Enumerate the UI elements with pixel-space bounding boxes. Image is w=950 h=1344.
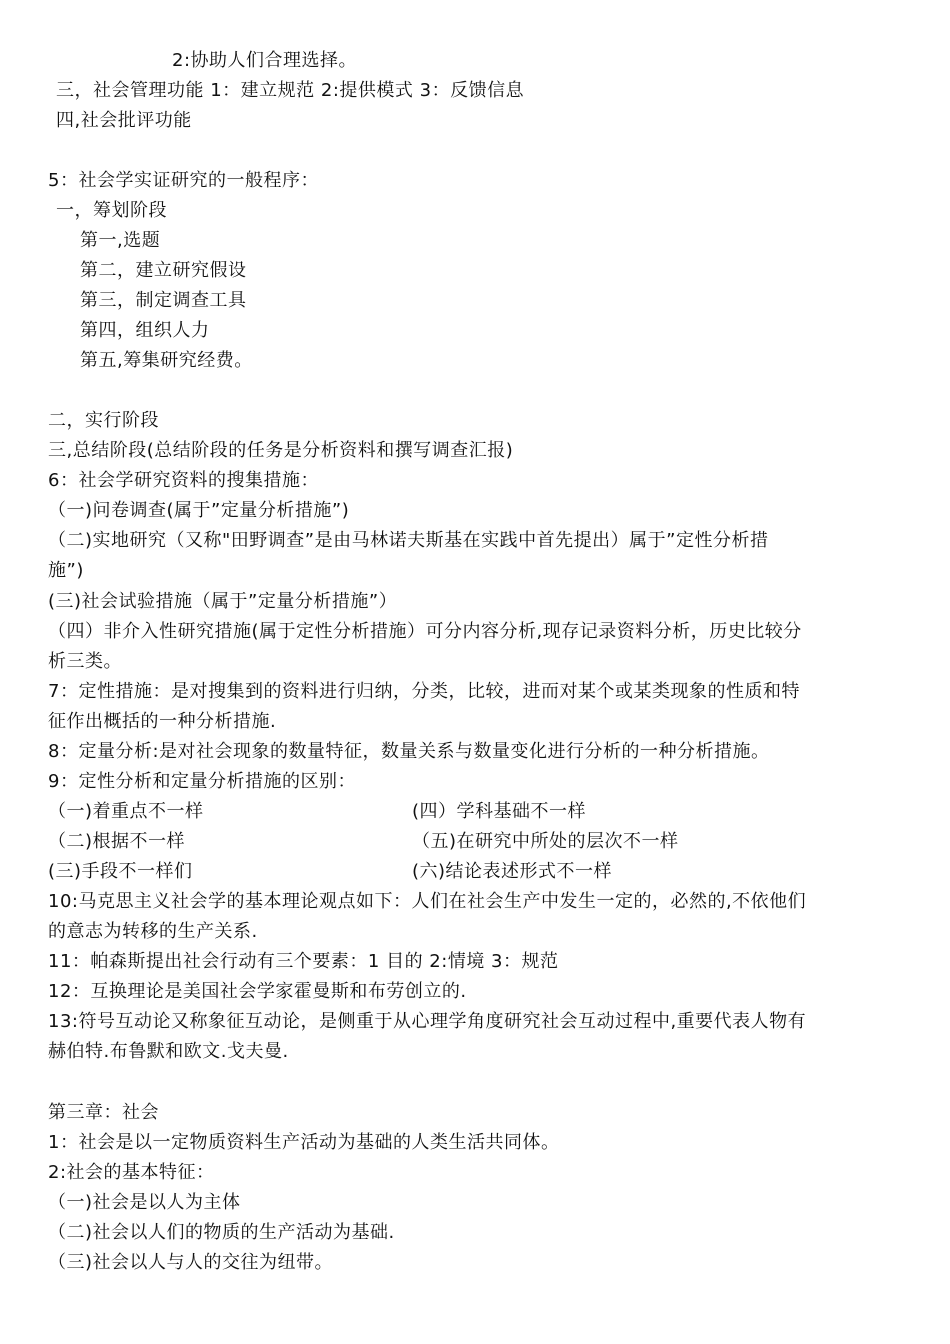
- list-item: （一)社会是以人为主体: [48, 1192, 241, 1213]
- list-item: (六)结论表述形式不一样: [412, 861, 613, 882]
- list-item: (四）学科基础不一样: [412, 801, 587, 822]
- section-heading: 11：帕森斯提出社会行动有三个要素：1 目的 2:情境 3：规范: [48, 951, 559, 972]
- section-heading: 12：互换理论是美国社会学家霍曼斯和布劳创立的.: [48, 981, 467, 1002]
- section-heading: 10:马克思主义社会学的基本理论观点如下：人们在社会生产中发生一定的，必然的,不依他们: [48, 891, 807, 912]
- list-item: （二)根据不一样: [48, 831, 186, 852]
- list-item: （三)社会以人与人的交往为纽带。: [48, 1252, 334, 1273]
- text-line: 第一,选题: [80, 230, 161, 251]
- list-item: (三)手段不一样们: [48, 861, 193, 882]
- text-line: 2:协助人们合理选择。: [172, 50, 358, 71]
- text-line: 二，实行阶段: [48, 410, 159, 431]
- text-line: 施”): [48, 560, 84, 581]
- section-heading: 13:符号互动论又称象征互动论，是侧重于从心理学角度研究社会互动过程中,重要代表人物有: [48, 1011, 807, 1032]
- text-line: 的意志为转移的生产关系.: [48, 921, 258, 942]
- text-line: （一)问卷调查(属于”定量分析措施”): [48, 500, 350, 521]
- text-line: 一，筹划阶段: [56, 200, 167, 221]
- text-line: 三,总结阶段(总结阶段的任务是分析资料和撰写调查汇报): [48, 440, 514, 461]
- text-line: 第五,筹集研究经费。: [80, 350, 253, 371]
- text-line: 第三，制定调查工具: [80, 290, 247, 311]
- chapter-title: 第三章：社会: [48, 1102, 159, 1123]
- text-line: 第二，建立研究假设: [80, 260, 247, 281]
- list-item: （二)社会以人们的物质的生产活动为基础.: [48, 1222, 395, 1243]
- list-item: （一)着重点不一样: [48, 801, 204, 822]
- section-heading: 8：定量分析:是对社会现象的数量特征，数量关系与数量变化进行分析的一种分析措施。: [48, 741, 770, 762]
- section-heading: 9：定性分析和定量分析措施的区别：: [48, 771, 356, 792]
- text-line: (三)社会试验措施（属于”定量分析措施”）: [48, 591, 398, 612]
- text-line: （四）非介入性研究措施(属于定性分析措施）可分内容分析,现存记录资料分析，历史比较分: [48, 621, 802, 642]
- section-heading: 5：社会学实证研究的一般程序：: [48, 170, 319, 191]
- text-line: 第四，组织人力: [80, 320, 210, 341]
- text-line: 2:社会的基本特征：: [48, 1162, 215, 1183]
- text-line: 赫伯特.布鲁默和欧文.戈夫曼.: [48, 1041, 289, 1062]
- text-line: 四,社会批评功能: [56, 110, 192, 131]
- section-heading: 6：社会学研究资料的搜集措施：: [48, 470, 319, 491]
- text-line: 三，社会管理功能 1：建立规范 2:提供模式 3：反馈信息: [56, 80, 525, 101]
- list-item: （五)在研究中所处的层次不一样: [412, 831, 679, 852]
- text-line: 1：社会是以一定物质资料生产活动为基础的人类生活共同体。: [48, 1132, 560, 1153]
- text-line: （二)实地研究（又称"田野调查”是由马林诺夫斯基在实践中首先提出）属于”定性分析措: [48, 530, 769, 551]
- section-heading: 7：定性措施：是对搜集到的资料进行归纳，分类，比较，进而对某个或某类现象的性质和特: [48, 681, 800, 702]
- text-line: 征作出概括的一种分析措施.: [48, 711, 277, 732]
- text-line: 析三类。: [48, 651, 122, 672]
